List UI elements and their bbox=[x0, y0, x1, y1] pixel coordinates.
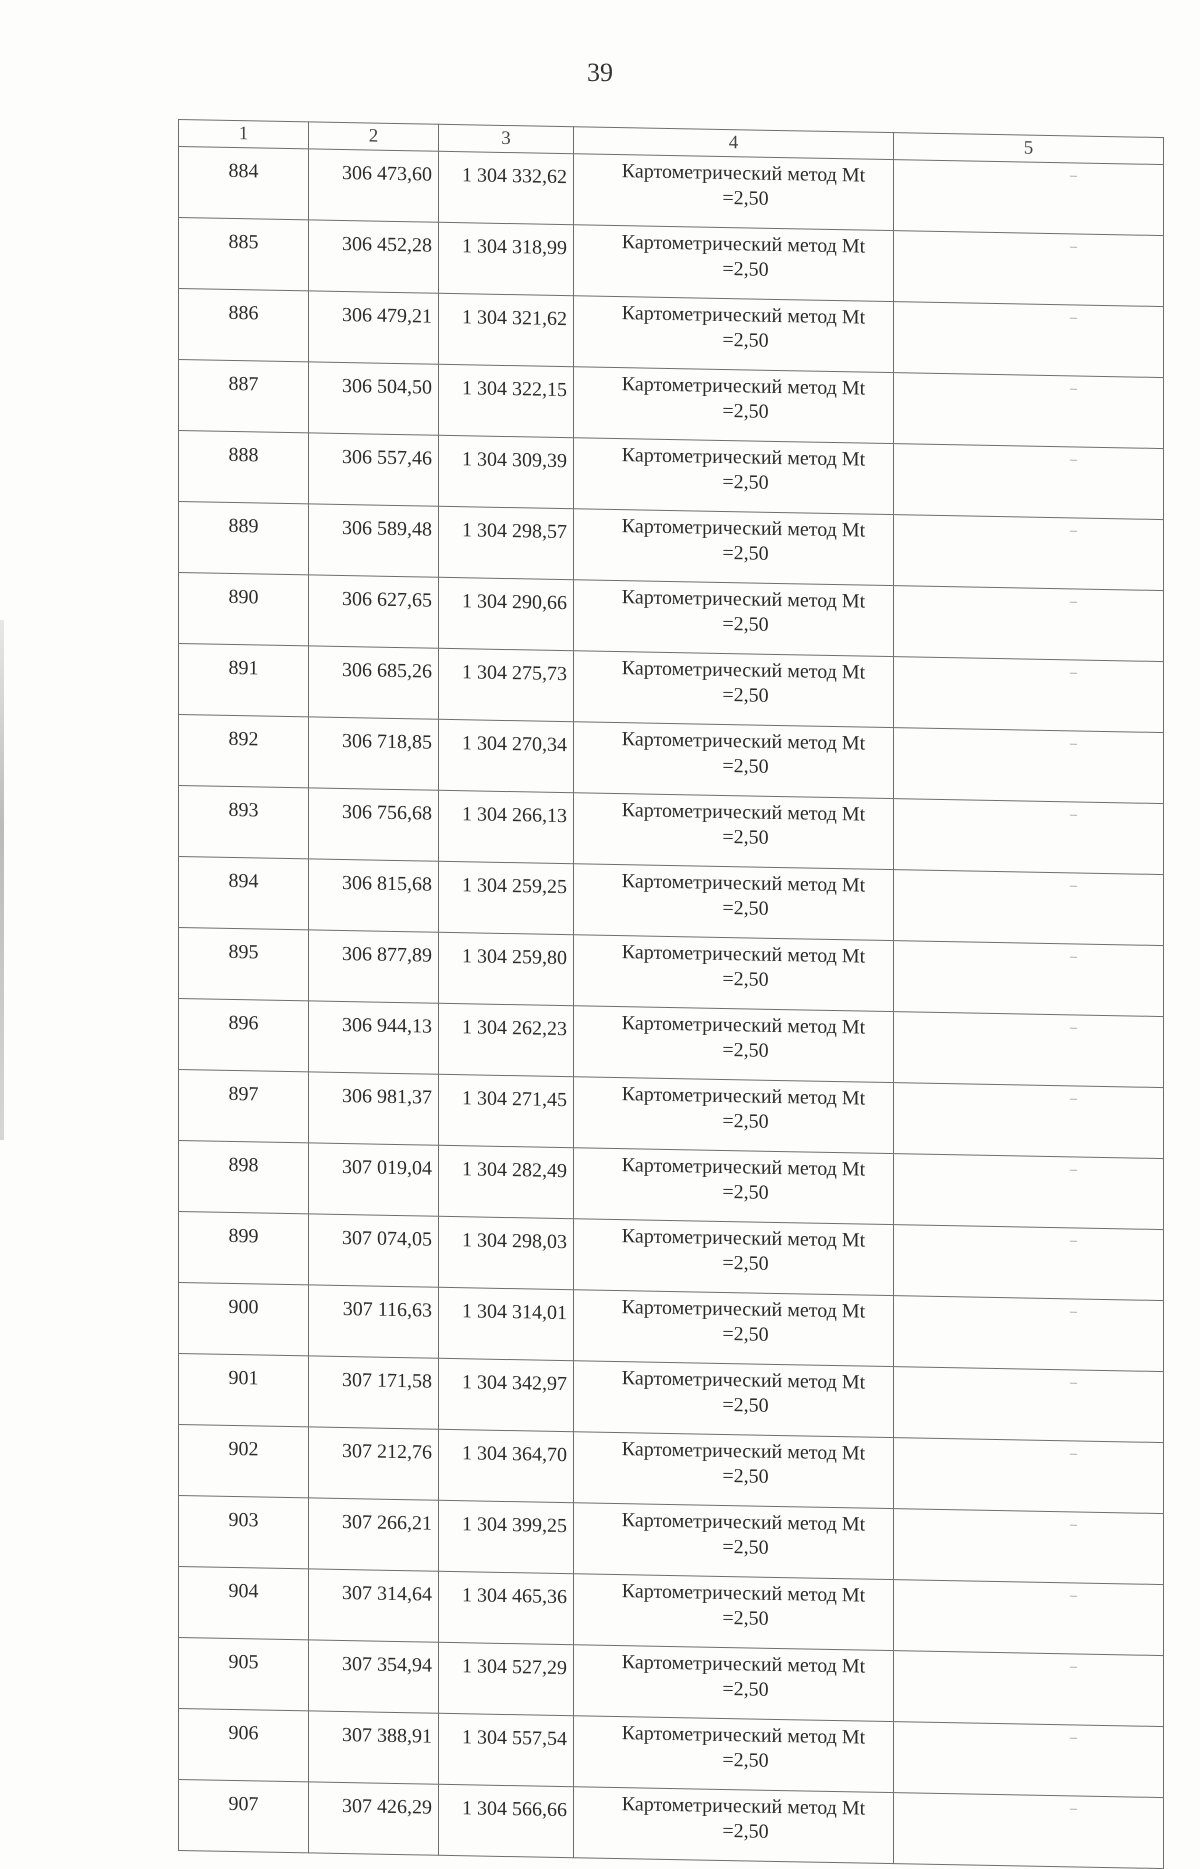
method-name: Картометрический метод Mt bbox=[621, 1580, 866, 1607]
coordinates-table bbox=[178, 119, 1164, 1869]
method-cell bbox=[574, 1645, 894, 1722]
method-cell bbox=[574, 1077, 894, 1154]
method-name: Картометрический метод Mt bbox=[621, 1722, 866, 1749]
y-coordinate-cell: 1 304 399,25 bbox=[439, 1500, 574, 1573]
method-accuracy: =2,50 bbox=[722, 257, 769, 281]
x-coordinate-cell: 306 815,68 bbox=[309, 859, 439, 932]
x-coordinate-cell: 307 116,63 bbox=[309, 1285, 439, 1358]
method-accuracy: =2,50 bbox=[722, 967, 769, 991]
method-name: Картометрический метод Mt bbox=[621, 1509, 866, 1536]
description-cell: – bbox=[894, 373, 1164, 449]
method-name: Картометрический метод Mt bbox=[621, 870, 866, 897]
method-accuracy: =2,50 bbox=[722, 1109, 769, 1133]
method-name: Картометрический метод Mt bbox=[621, 231, 866, 258]
method-cell bbox=[574, 1361, 894, 1438]
header-col-3: 3 bbox=[439, 124, 574, 153]
description-cell: – bbox=[894, 231, 1164, 307]
method-name: Картометрический метод Mt bbox=[621, 444, 866, 471]
method-name: Картометрический метод Mt bbox=[621, 302, 866, 329]
description-cell: – bbox=[894, 302, 1164, 378]
y-coordinate-cell: 1 304 527,29 bbox=[439, 1642, 574, 1715]
description-cell: – bbox=[894, 941, 1164, 1017]
header-col-4: 4 bbox=[574, 127, 894, 160]
y-coordinate-cell: 1 304 259,80 bbox=[439, 932, 574, 1005]
method-cell bbox=[574, 1219, 894, 1296]
description-cell: – bbox=[894, 657, 1164, 733]
x-coordinate-cell: 307 426,29 bbox=[309, 1782, 439, 1855]
method-name: Картометрический метод Mt bbox=[621, 1083, 866, 1110]
point-number-cell: 899 bbox=[179, 1212, 309, 1285]
y-coordinate-cell: 1 304 262,23 bbox=[439, 1003, 574, 1076]
method-accuracy: =2,50 bbox=[722, 1038, 769, 1062]
description-cell: – bbox=[894, 799, 1164, 875]
method-cell bbox=[574, 1787, 894, 1864]
description-cell: – bbox=[894, 586, 1164, 662]
method-name: Картометрический метод Mt bbox=[621, 1296, 866, 1323]
description-cell: – bbox=[894, 1012, 1164, 1088]
method-accuracy: =2,50 bbox=[722, 1606, 769, 1630]
method-accuracy: =2,50 bbox=[722, 896, 769, 920]
description-cell: – bbox=[894, 1296, 1164, 1372]
method-name: Картометрический метод Mt bbox=[621, 1154, 866, 1181]
method-name: Картометрический метод Mt bbox=[621, 728, 866, 755]
method-name: Картометрический метод Mt bbox=[621, 1651, 866, 1678]
method-accuracy: =2,50 bbox=[722, 1251, 769, 1275]
coordinates-table-container bbox=[178, 119, 1163, 1869]
x-coordinate-cell: 307 354,94 bbox=[309, 1640, 439, 1713]
description-cell: – bbox=[894, 1722, 1164, 1798]
point-number-cell: 901 bbox=[179, 1354, 309, 1427]
method-cell bbox=[574, 793, 894, 870]
method-cell bbox=[574, 1574, 894, 1651]
description-cell: – bbox=[894, 515, 1164, 591]
description-cell: – bbox=[894, 1438, 1164, 1514]
point-number-cell: 890 bbox=[179, 573, 309, 646]
method-cell bbox=[574, 1716, 894, 1793]
y-coordinate-cell: 1 304 298,57 bbox=[439, 506, 574, 579]
x-coordinate-cell: 307 388,91 bbox=[309, 1711, 439, 1784]
method-cell bbox=[574, 935, 894, 1012]
method-cell bbox=[574, 509, 894, 586]
y-coordinate-cell: 1 304 259,25 bbox=[439, 861, 574, 934]
method-accuracy: =2,50 bbox=[722, 1535, 769, 1559]
y-coordinate-cell: 1 304 557,54 bbox=[439, 1713, 574, 1786]
method-name: Картометрический метод Mt bbox=[621, 657, 866, 684]
point-number-cell: 885 bbox=[179, 218, 309, 291]
method-accuracy: =2,50 bbox=[722, 1180, 769, 1204]
method-accuracy: =2,50 bbox=[722, 1748, 769, 1772]
method-cell bbox=[574, 864, 894, 941]
y-coordinate-cell: 1 304 298,03 bbox=[439, 1216, 574, 1289]
method-accuracy: =2,50 bbox=[722, 1464, 769, 1488]
x-coordinate-cell: 306 589,48 bbox=[309, 504, 439, 577]
method-accuracy: =2,50 bbox=[722, 754, 769, 778]
header-col-2: 2 bbox=[309, 122, 439, 151]
point-number-cell: 894 bbox=[179, 857, 309, 930]
y-coordinate-cell: 1 304 290,66 bbox=[439, 577, 574, 650]
y-coordinate-cell: 1 304 566,66 bbox=[439, 1784, 574, 1857]
point-number-cell: 888 bbox=[179, 431, 309, 504]
point-number-cell: 903 bbox=[179, 1496, 309, 1569]
method-accuracy: =2,50 bbox=[722, 1819, 769, 1843]
x-coordinate-cell: 306 877,89 bbox=[309, 930, 439, 1003]
method-cell bbox=[574, 296, 894, 373]
method-name: Картометрический метод Mt bbox=[621, 1225, 866, 1252]
header-col-5: 5 bbox=[894, 133, 1164, 165]
method-accuracy: =2,50 bbox=[722, 612, 769, 636]
x-coordinate-cell: 306 479,21 bbox=[309, 291, 439, 364]
method-cell bbox=[574, 580, 894, 657]
y-coordinate-cell: 1 304 270,34 bbox=[439, 719, 574, 792]
x-coordinate-cell: 306 981,37 bbox=[309, 1072, 439, 1145]
description-cell: – bbox=[894, 1509, 1164, 1585]
point-number-cell: 897 bbox=[179, 1070, 309, 1143]
point-number-cell: 898 bbox=[179, 1141, 309, 1214]
header-col-1: 1 bbox=[179, 120, 309, 149]
description-cell: – bbox=[894, 160, 1164, 236]
y-coordinate-cell: 1 304 342,97 bbox=[439, 1358, 574, 1431]
method-accuracy: =2,50 bbox=[722, 470, 769, 494]
method-name: Картометрический метод Mt bbox=[621, 1367, 866, 1394]
y-coordinate-cell: 1 304 271,45 bbox=[439, 1074, 574, 1147]
point-number-cell: 907 bbox=[179, 1780, 309, 1853]
x-coordinate-cell: 307 171,58 bbox=[309, 1356, 439, 1429]
method-name: Картометрический метод Mt bbox=[621, 373, 866, 400]
method-cell bbox=[574, 1432, 894, 1509]
x-coordinate-cell: 306 473,60 bbox=[309, 149, 439, 222]
description-cell: – bbox=[894, 1367, 1164, 1443]
point-number-cell: 905 bbox=[179, 1638, 309, 1711]
method-accuracy: =2,50 bbox=[722, 186, 769, 210]
point-number-cell: 889 bbox=[179, 502, 309, 575]
method-name: Картометрический метод Mt bbox=[621, 160, 866, 187]
method-accuracy: =2,50 bbox=[722, 825, 769, 849]
y-coordinate-cell: 1 304 465,36 bbox=[439, 1571, 574, 1644]
y-coordinate-cell: 1 304 314,01 bbox=[439, 1287, 574, 1360]
description-cell: – bbox=[894, 1225, 1164, 1301]
y-coordinate-cell: 1 304 266,13 bbox=[439, 790, 574, 863]
x-coordinate-cell: 306 504,50 bbox=[309, 362, 439, 435]
point-number-cell: 906 bbox=[179, 1709, 309, 1782]
method-name: Картометрический метод Mt bbox=[621, 586, 866, 613]
method-cell bbox=[574, 1290, 894, 1367]
method-name: Картометрический метод Mt bbox=[621, 1793, 866, 1820]
method-cell bbox=[574, 651, 894, 728]
method-name: Картометрический метод Mt bbox=[621, 799, 866, 826]
method-accuracy: =2,50 bbox=[722, 328, 769, 352]
point-number-cell: 896 bbox=[179, 999, 309, 1072]
method-cell bbox=[574, 1503, 894, 1580]
method-accuracy: =2,50 bbox=[722, 1393, 769, 1417]
method-cell bbox=[574, 1148, 894, 1225]
point-number-cell: 887 bbox=[179, 360, 309, 433]
method-accuracy: =2,50 bbox=[722, 1677, 769, 1701]
x-coordinate-cell: 306 944,13 bbox=[309, 1001, 439, 1074]
point-number-cell: 891 bbox=[179, 644, 309, 717]
x-coordinate-cell: 306 718,85 bbox=[309, 717, 439, 790]
point-number-cell: 886 bbox=[179, 289, 309, 362]
scan-edge-shadow bbox=[0, 620, 4, 1140]
point-number-cell: 900 bbox=[179, 1283, 309, 1356]
description-cell: – bbox=[894, 728, 1164, 804]
y-coordinate-cell: 1 304 275,73 bbox=[439, 648, 574, 721]
x-coordinate-cell: 307 266,21 bbox=[309, 1498, 439, 1571]
method-name: Картометрический метод Mt bbox=[621, 941, 866, 968]
method-name: Картометрический метод Mt bbox=[621, 515, 866, 542]
x-coordinate-cell: 307 019,04 bbox=[309, 1143, 439, 1216]
method-accuracy: =2,50 bbox=[722, 541, 769, 565]
description-cell: – bbox=[894, 1083, 1164, 1159]
y-coordinate-cell: 1 304 282,49 bbox=[439, 1145, 574, 1218]
description-cell: – bbox=[894, 1154, 1164, 1230]
point-number-cell: 893 bbox=[179, 786, 309, 859]
method-cell bbox=[574, 154, 894, 231]
y-coordinate-cell: 1 304 318,99 bbox=[439, 222, 574, 295]
x-coordinate-cell: 306 627,65 bbox=[309, 575, 439, 648]
method-cell bbox=[574, 367, 894, 444]
method-name: Картометрический метод Mt bbox=[621, 1012, 866, 1039]
x-coordinate-cell: 307 314,64 bbox=[309, 1569, 439, 1642]
description-cell: – bbox=[894, 1580, 1164, 1656]
page-number: 39 bbox=[587, 58, 613, 87]
method-cell bbox=[574, 722, 894, 799]
y-coordinate-cell: 1 304 322,15 bbox=[439, 364, 574, 437]
point-number-cell: 892 bbox=[179, 715, 309, 788]
method-cell bbox=[574, 438, 894, 515]
point-number-cell: 895 bbox=[179, 928, 309, 1001]
description-cell: – bbox=[894, 1793, 1164, 1869]
y-coordinate-cell: 1 304 321,62 bbox=[439, 293, 574, 366]
y-coordinate-cell: 1 304 309,39 bbox=[439, 435, 574, 508]
method-accuracy: =2,50 bbox=[722, 683, 769, 707]
y-coordinate-cell: 1 304 332,62 bbox=[439, 151, 574, 224]
method-name: Картометрический метод Mt bbox=[621, 1438, 866, 1465]
x-coordinate-cell: 306 557,46 bbox=[309, 433, 439, 506]
description-cell: – bbox=[894, 444, 1164, 520]
method-accuracy: =2,50 bbox=[722, 1322, 769, 1346]
description-cell: – bbox=[894, 1651, 1164, 1727]
x-coordinate-cell: 306 452,28 bbox=[309, 220, 439, 293]
point-number-cell: 884 bbox=[179, 147, 309, 220]
point-number-cell: 902 bbox=[179, 1425, 309, 1498]
x-coordinate-cell: 307 212,76 bbox=[309, 1427, 439, 1500]
method-accuracy: =2,50 bbox=[722, 399, 769, 423]
point-number-cell: 904 bbox=[179, 1567, 309, 1640]
method-cell bbox=[574, 1006, 894, 1083]
x-coordinate-cell: 306 756,68 bbox=[309, 788, 439, 861]
y-coordinate-cell: 1 304 364,70 bbox=[439, 1429, 574, 1502]
x-coordinate-cell: 306 685,26 bbox=[309, 646, 439, 719]
x-coordinate-cell: 307 074,05 bbox=[309, 1214, 439, 1287]
description-cell: – bbox=[894, 870, 1164, 946]
method-cell bbox=[574, 225, 894, 302]
